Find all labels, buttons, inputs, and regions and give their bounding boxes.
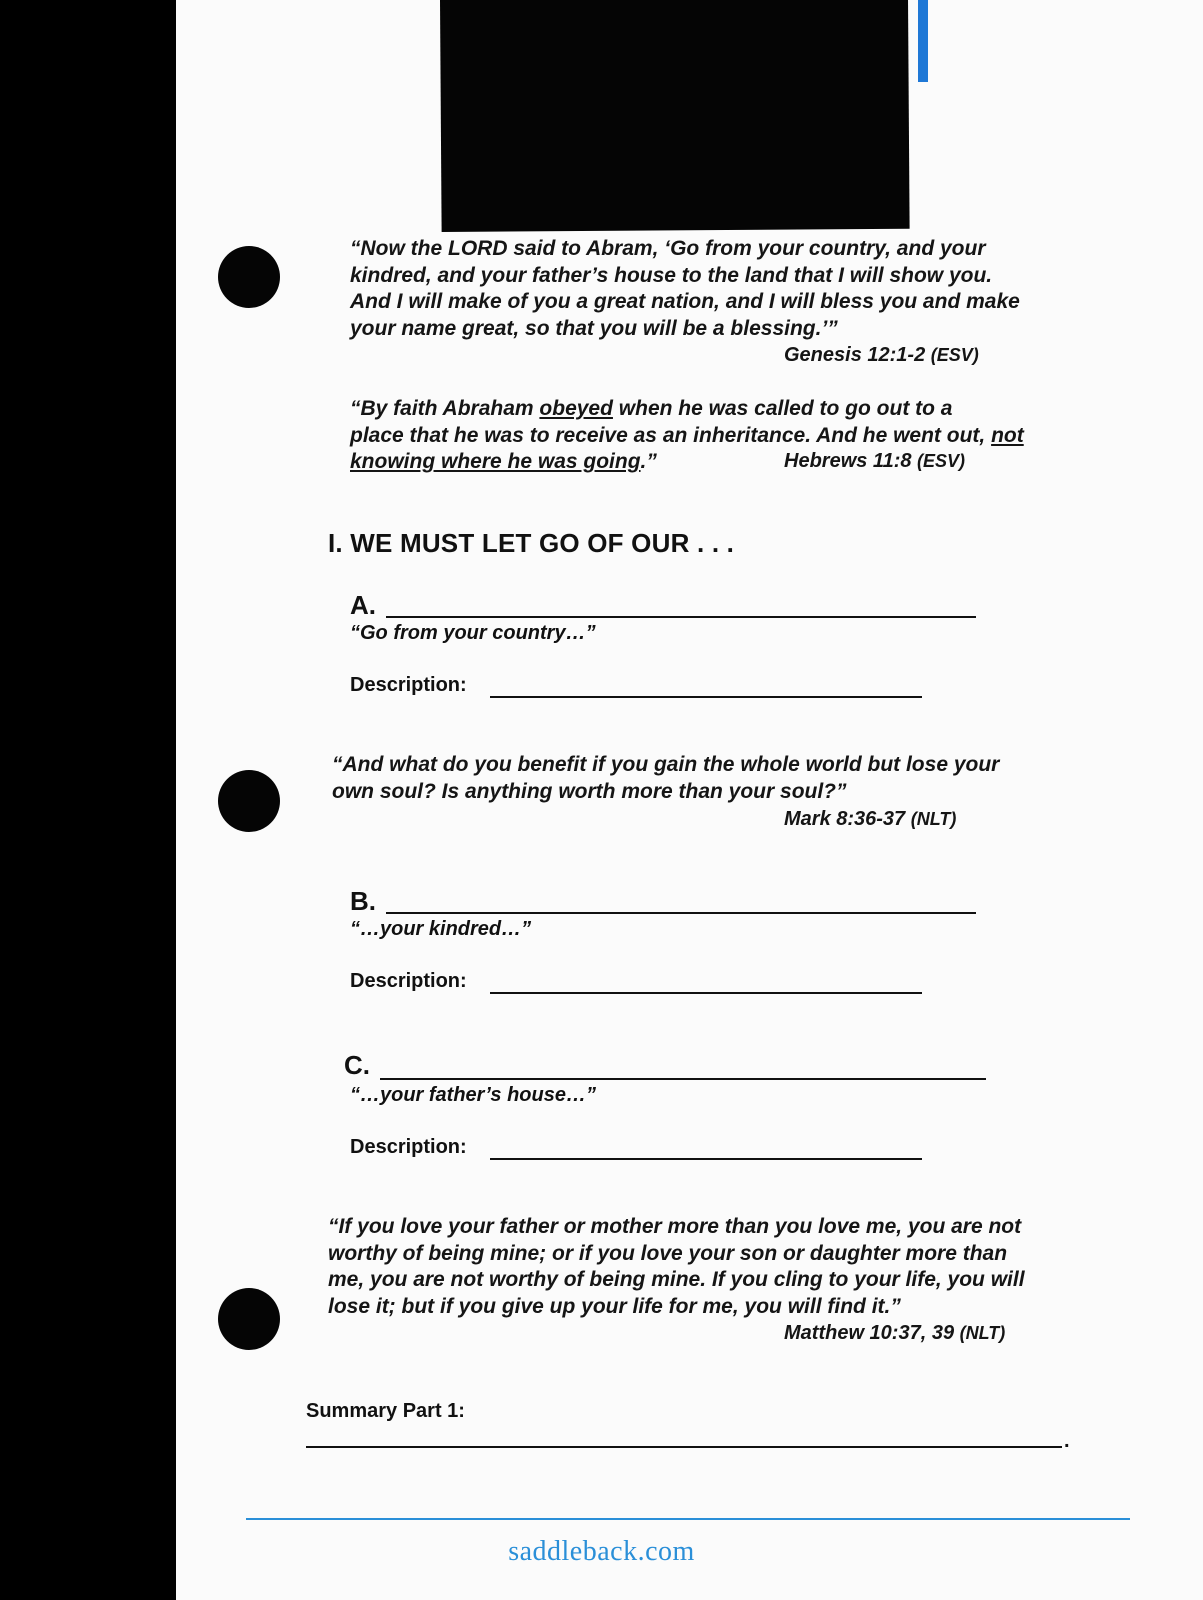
item-a-description-label: Description: (350, 674, 467, 696)
quote-text: place that he was to receive as an inheritance. And he went out, (350, 423, 992, 447)
matthew-line: “If you love your father or mother more than you love me, you are not (328, 1215, 1022, 1238)
item-a-letter: A. (350, 590, 376, 620)
item-a-description-blank[interactable] (490, 696, 922, 698)
matthew-line: lose it; but if you give up your life for me, you will find it.” (328, 1294, 901, 1318)
item-b-letter: B. (350, 886, 376, 916)
underlined-word: obeyed (539, 397, 613, 420)
redaction-block (440, 0, 910, 232)
version-label: (ESV) (917, 451, 966, 471)
version-label: (NLT) (910, 809, 957, 829)
quote-text: “By faith Abraham (350, 397, 540, 420)
item-b-blank[interactable] (386, 912, 976, 914)
item-c-letter: C. (344, 1050, 370, 1080)
summary-period: . (1064, 1430, 1070, 1452)
genesis-quote (350, 236, 1020, 342)
matthew-line: worthy of being mine; or if you love your son or daughter more than (328, 1241, 1008, 1265)
genesis-line: kindred, and your father’s house to the land that I will show you. (350, 263, 993, 287)
mark-line: “And what do you benefit if you gain the whole world but lose your (332, 753, 1000, 776)
item-c-verse: “…your father’s house…” (350, 1084, 596, 1106)
mark-reference (784, 808, 956, 831)
matthew-quote (328, 1214, 1025, 1320)
hebrews-reference (784, 450, 965, 473)
item-b-description-label: Description: (350, 970, 467, 992)
punch-hole-top (218, 246, 280, 308)
item-b-verse: “…your kindred…” (350, 918, 532, 940)
hebrews-line (350, 423, 1024, 450)
reference-text: Hebrews 11:8 (784, 450, 912, 472)
matthew-line: me, you are not worthy of being mine. If you cling to your life, you will (328, 1268, 1025, 1291)
genesis-line: “Now the LORD said to Abram, ‘Go from your country, and your (350, 237, 986, 260)
section-heading: I. WE MUST LET GO OF OUR . . . (328, 528, 735, 558)
genesis-line: And I will make of you a great nation, and I will bless you and make (350, 290, 1020, 313)
underlined-word: not (991, 423, 1024, 447)
item-a-verse: “Go from your country…” (350, 622, 596, 644)
item-c-description-label: Description: (350, 1136, 467, 1158)
genesis-reference (784, 344, 979, 367)
item-c-blank[interactable] (380, 1078, 986, 1080)
reference-text: Mark 8:36-37 (784, 808, 906, 830)
genesis-line: your name great, so that you will be a blessing.’” (350, 316, 838, 340)
matthew-reference (784, 1322, 1005, 1345)
punch-hole-bottom (218, 1288, 280, 1350)
underlined-phrase: knowing where he was going (350, 450, 641, 473)
quote-text: .” (640, 450, 657, 473)
footer-url[interactable]: saddleback.com (508, 1536, 695, 1567)
reference-text: Matthew 10:37, 39 (784, 1322, 955, 1344)
summary-label: Summary Part 1: (306, 1400, 465, 1422)
summary-blank[interactable] (306, 1446, 1062, 1448)
version-label: (ESV) (930, 345, 979, 365)
item-b-description-blank[interactable] (490, 992, 922, 994)
blue-tab-marker (918, 0, 928, 82)
punch-hole-middle (218, 770, 280, 832)
footer-rule (246, 1518, 1130, 1520)
item-a-blank[interactable] (386, 616, 976, 618)
reference-text: Genesis 12:1-2 (784, 344, 926, 366)
hebrews-line (350, 396, 1024, 423)
mark-line: own soul? Is anything worth more than your soul?” (332, 779, 847, 803)
item-c-description-blank[interactable] (490, 1158, 922, 1160)
version-label: (NLT) (959, 1323, 1006, 1343)
quote-text: when he was called to go out to a (612, 397, 953, 420)
mark-quote (332, 752, 999, 805)
